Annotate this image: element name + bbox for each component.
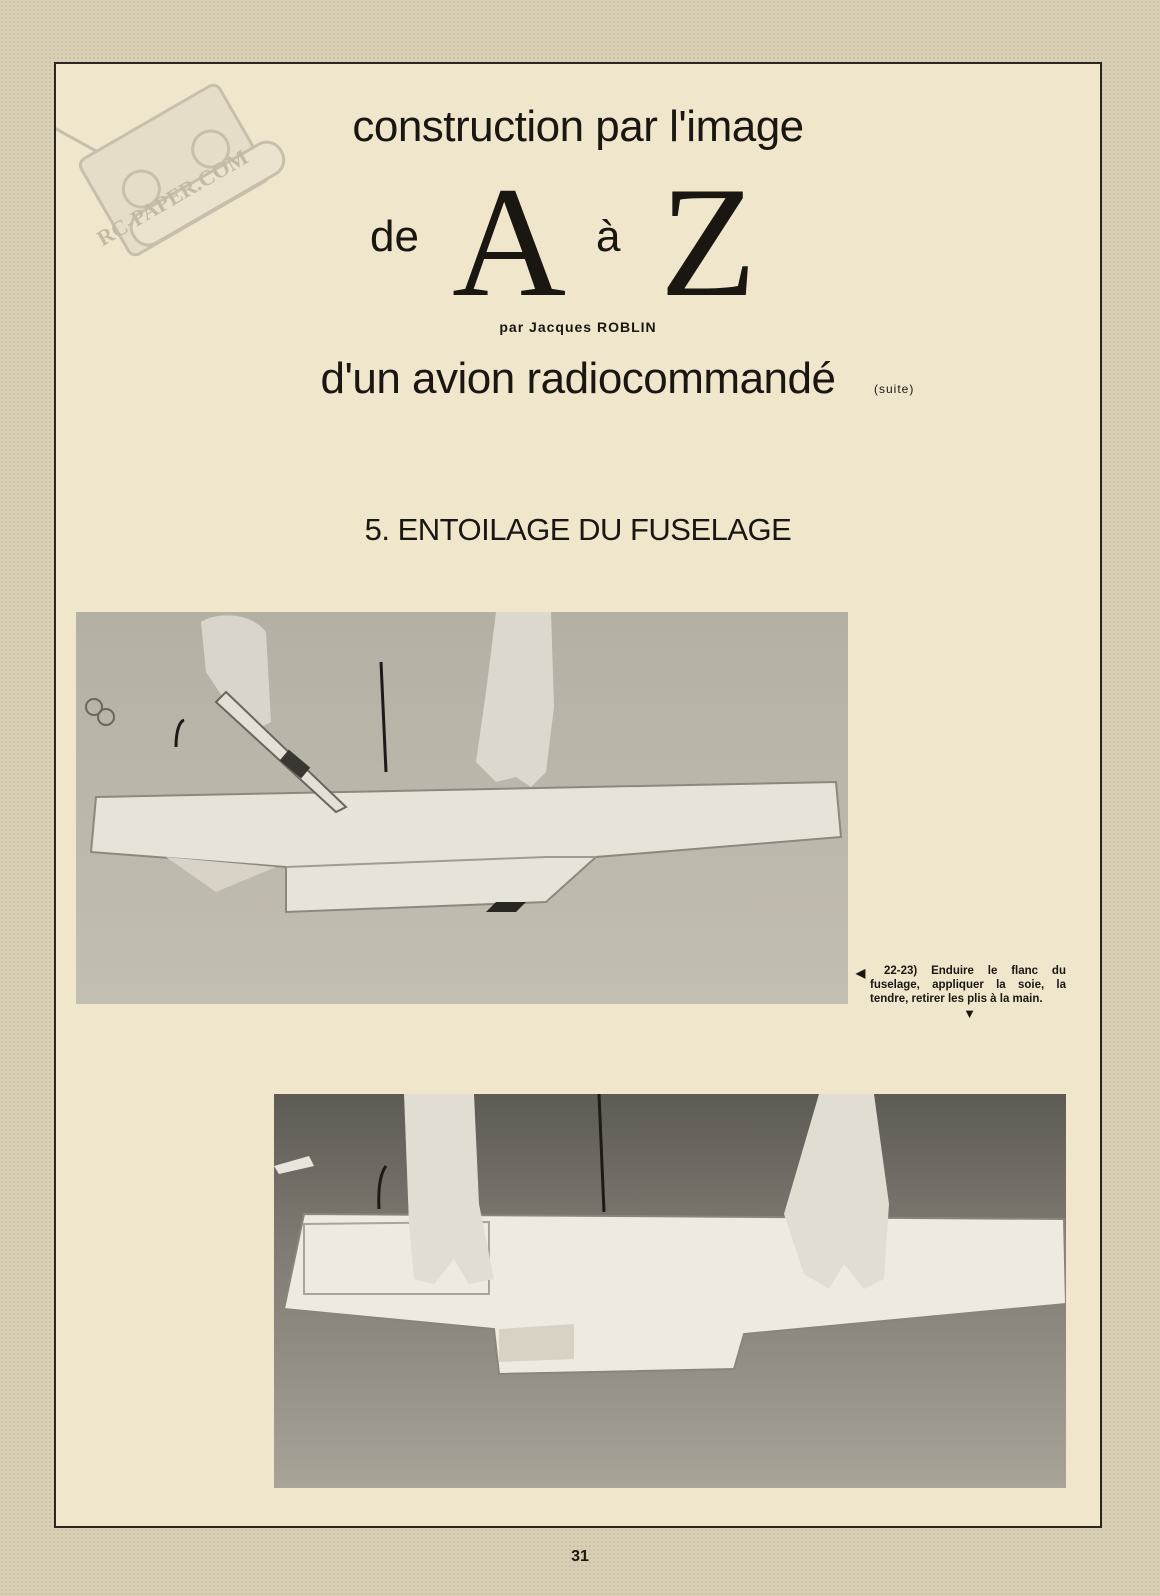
photo-22 (76, 612, 848, 1004)
section-heading: 5. ENTOILAGE DU FUSELAGE (364, 512, 792, 547)
title-letter-a: A (452, 155, 567, 330)
byline: par Jacques ROBLIN (499, 319, 657, 335)
title-letter-z: Z (660, 155, 757, 330)
title-a-grave: à (596, 212, 621, 261)
page-number: 31 (571, 1548, 589, 1565)
arrow-down-icon: ▼ (963, 1006, 976, 1021)
arrow-left-icon: ◀ (856, 966, 866, 980)
photo-caption (856, 964, 1066, 1022)
title-line-3: d'un avion radiocommandé (320, 354, 836, 403)
watermark-text: RC-PAPER.COM (92, 144, 253, 251)
title-de: de (370, 212, 419, 261)
caption-text: 22-23) Enduire le flanc du fuselage, appliquer la soie, la tendre, retirer les plis à la main. (870, 965, 1066, 1005)
suite-label: (suite) (874, 382, 915, 396)
title-line-1: construction par l'image (352, 102, 804, 151)
magazine-page (54, 62, 1102, 1528)
photo-23 (274, 1094, 1066, 1488)
